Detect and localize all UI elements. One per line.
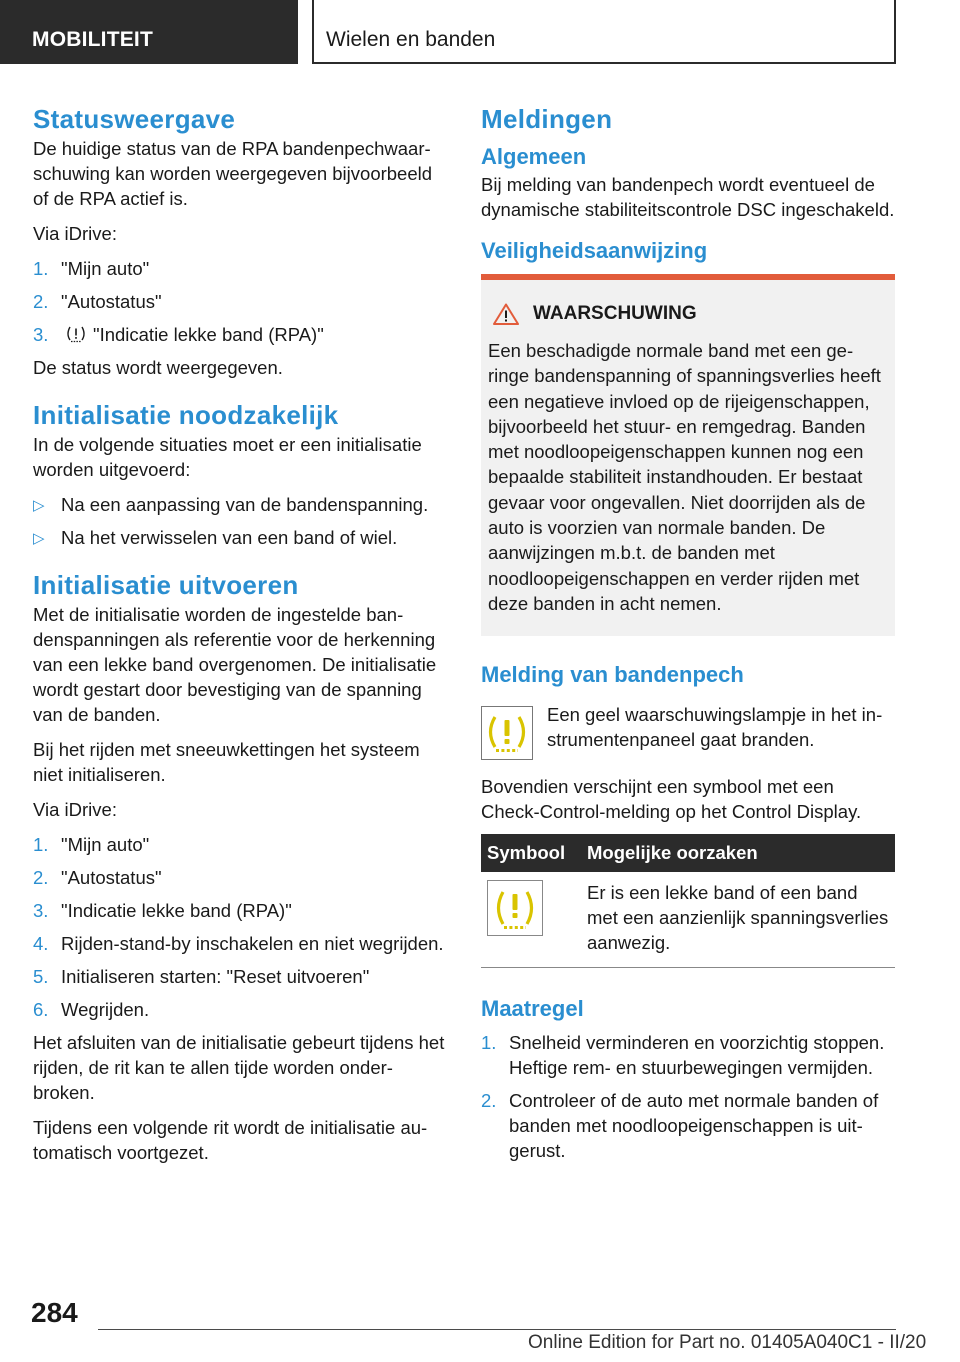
init-step: 5. Initialiseren starten: "Reset uitvoeren" [33, 966, 370, 987]
warning-box [481, 274, 895, 636]
init-step: 4. Rijden-stand-by inschakelen en niet wegrijden. [33, 933, 444, 954]
table-cell-cause: Er is een lekke band of een band met een aanzienlijk spanningsverlies aanwezig. [581, 872, 895, 968]
warning-text: Een beschadigde normale band met een geringe bandenspanning of spanningsverlies heeft een negatieve invloed op de rijeigenschappen, bijvoorbeeld het stuur- en remgedrag. Banden met noodloopeigenschappen kunnen nog een bepaalde stabiliteit instandhouden. Er bestaat gevaar voor ongevallen. Niet doorrijden als de auto is voorzien van normale banden. De aanwijzingen m.b.t. de banden met noodloopeigenschappen en verder rijden met deze banden in acht nemen. [488, 340, 881, 614]
table-header-row [481, 834, 895, 872]
heading-algemeen: Algemeen [481, 144, 587, 169]
status-via: Via iDrive: [33, 223, 117, 244]
init-needed-intro: In de volgende situaties moet er een initialisatie worden uitgevoerd: [33, 434, 422, 480]
table-row [481, 872, 895, 968]
section-title: MOBILITEIT [0, 0, 298, 64]
column-header-symbool: Symbool [481, 834, 581, 872]
page-header [0, 0, 960, 66]
warning-title: WAARSCHUWING [488, 302, 887, 326]
heading-meldingen: Meldingen [481, 104, 613, 134]
lamp-text: Een geel waarschuwingslampje in het instrumentenpaneel gaat branden. [547, 704, 883, 751]
init-run-p4: Tijdens een volgende rit wordt de initialisatie automatisch voortgezet. [33, 1117, 428, 1163]
measure-steps [481, 1030, 895, 1163]
init-run-steps [33, 832, 447, 1022]
flat-text: Bovendien verschijnt een symbool met een Check-Control-melding op het Control Display. [481, 776, 862, 823]
init-run-p1: Met de initialisatie worden de ingestelde bandenspanningen als referentie voor de herkenning van een lekke band overgenomen. De initialisatie wordt gestart door bevestiging van de spanning van de banden. [33, 604, 437, 725]
indicator-lamp [481, 706, 533, 760]
left-column [33, 102, 447, 1175]
warning-triangle-icon [493, 303, 519, 325]
status-steps [33, 256, 447, 347]
footer-divider [98, 1329, 896, 1330]
heading-statusweergave: Statusweergave [33, 104, 236, 134]
heading-initialisatie-uitvoeren: Initialisatie uitvoeren [33, 570, 299, 600]
triangle-right-icon: ▷ [33, 497, 45, 514]
init-step: 1. "Mijn auto" [33, 834, 150, 855]
status-step: 3. "Indicatie lekke band (RPA)" [33, 324, 324, 345]
init-step: 2. "Autostatus" [33, 867, 162, 888]
tire-pressure-warning-icon [487, 880, 543, 936]
init-step: 6. Wegrijden. [33, 999, 150, 1020]
tire-pressure-warning-icon [485, 712, 529, 754]
heading-initialisatie-noodzakelijk: Initialisatie noodzakelijk [33, 400, 339, 430]
init-run-p2: Bij het rijden met sneeuwkettingen het systeem niet initialiseren. [33, 739, 420, 785]
init-run-p3: Het afsluiten van de initialisatie gebeurt tijdens het rijden, de rit kan te allen tijde worden onderbroken. [33, 1032, 445, 1103]
status-step: 2. "Autostatus" [33, 291, 162, 312]
table-cell-symbol [481, 872, 581, 968]
init-run-via: Via iDrive: [33, 799, 117, 820]
heading-melding-van-bandenpech: Melding van bandenpech [481, 662, 744, 688]
column-header-oorzaken: Mogelijke oorzaken [581, 834, 895, 872]
chapter-title: Wielen en banden [312, 0, 896, 64]
warning-lamp-row [481, 702, 895, 760]
tire-pressure-warning-icon [65, 325, 87, 343]
heading-maatregel: Maatregel [481, 996, 584, 1022]
bullet-item: ▷ Na het verwisselen van een band of wiel. [33, 525, 447, 550]
heading-veiligheidsaanwijzing: Veiligheidsaanwijzing [481, 238, 708, 263]
init-step: 3. "Indicatie lekke band (RPA)" [33, 900, 292, 921]
right-column [481, 102, 895, 1171]
bullet-item: ▷ Na een aanpassing van de bandenspanning. [33, 492, 447, 517]
edition-note: Online Edition for Part no. 01405A040C1 - II/20 [528, 1332, 927, 1353]
init-needed-bullets [33, 492, 447, 550]
measure-step: 2. Controleer of de auto met normale banden of banden met noodloopeigenschappen is uitgerust. [481, 1090, 879, 1162]
page-number: 284 [31, 1297, 78, 1328]
status-step: 1. "Mijn auto" [33, 258, 150, 279]
symbol-table [481, 834, 895, 968]
status-intro: De huidige status van de RPA bandenpechwaarschuwing kan worden weergegeven bijvoorbeeld of de RPA actief is. [33, 138, 433, 209]
status-result: De status wordt weergegeven. [33, 357, 283, 378]
triangle-right-icon: ▷ [33, 530, 45, 547]
general-text: Bij melding van bandenpech wordt eventueel de dynamische stabiliteitscontrole DSC ingeschakeld. [481, 174, 895, 220]
measure-step: 1. Snelheid verminderen en voorzichtig stoppen. Heftige rem- en stuurbewegingen vermijden. [481, 1032, 885, 1079]
